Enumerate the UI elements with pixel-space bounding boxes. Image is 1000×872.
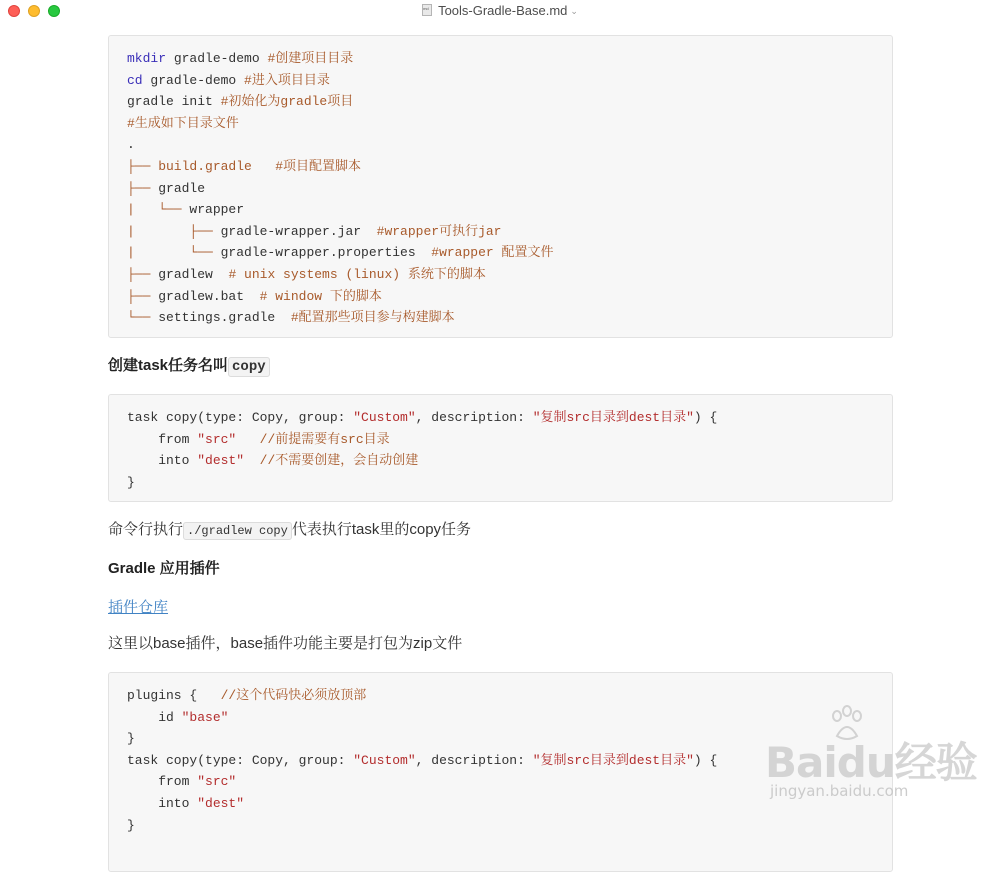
- window-title: Tools-Gradle-Base.md: [438, 3, 568, 18]
- paragraph-run-suffix: 代表执行task里的copy任务: [291, 521, 472, 538]
- code-line: [127, 242, 874, 264]
- code-token: [244, 453, 260, 468]
- plugin-repository-link[interactable]: 插件仓库: [108, 599, 169, 616]
- heading-gradle-plugin: Gradle 应用插件: [108, 560, 220, 577]
- code-token: "src": [197, 774, 237, 790]
- code-token: "复制src目录到dest目录": [532, 752, 694, 768]
- window-title-area[interactable]: [0, 3, 1000, 18]
- code-token: ) {: [693, 410, 718, 425]
- code-token: //前提需要有src目录: [259, 431, 390, 447]
- code-token: "dest": [197, 453, 245, 469]
- code-line: [127, 771, 874, 793]
- heading-create-task: [108, 353, 893, 379]
- code-line: [127, 728, 874, 750]
- code-line: [127, 70, 874, 92]
- code-line: [127, 221, 874, 243]
- title-bar: [0, 0, 1000, 22]
- code-token: [236, 432, 259, 447]
- code-token: #初始化为gradle项目: [220, 94, 354, 110]
- code-token: ├── build.gradle: [127, 158, 276, 174]
- code-token: , description:: [415, 410, 533, 425]
- code-token: , description:: [415, 752, 533, 768]
- code-token: "base": [181, 709, 229, 725]
- code-token: into: [127, 795, 198, 811]
- code-line: [127, 134, 874, 156]
- code-token: settings.gradle: [158, 310, 291, 326]
- watermark-url: jingyan.baidu.com: [770, 782, 909, 800]
- code-token: ├──: [127, 266, 159, 282]
- code-line: [127, 156, 874, 178]
- code-line: [127, 685, 874, 707]
- baidu-watermark: [765, 712, 985, 812]
- code-line: [127, 472, 874, 494]
- code-block-copy-task[interactable]: [108, 394, 893, 502]
- code-token: ├──: [127, 180, 159, 196]
- code-line: [127, 264, 874, 286]
- code-token: gradlew.bat: [158, 288, 260, 304]
- chevron-down-icon[interactable]: ⌄: [570, 6, 578, 16]
- code-token: | ├──: [127, 223, 221, 239]
- code-token: ) {: [693, 752, 718, 768]
- code-token: # unix systems (linux) 系统下的脚本: [228, 266, 486, 282]
- link-row: [108, 595, 893, 621]
- code-token: #wrapper可执行jar: [376, 223, 502, 239]
- code-token: "Custom": [353, 410, 416, 425]
- code-token: └──: [127, 310, 159, 326]
- code-line: [127, 815, 874, 837]
- markdown-document-icon: [422, 4, 432, 16]
- code-token: }: [127, 474, 135, 490]
- code-token: from: [127, 431, 198, 447]
- code-token: }: [127, 817, 135, 833]
- code-token: # window 下的脚本: [259, 288, 382, 304]
- code-token: gradle-demo: [166, 51, 268, 66]
- code-token: "Custom": [353, 752, 416, 768]
- code-token: gradlew: [158, 266, 229, 282]
- code-token: gradle-demo: [142, 72, 245, 88]
- code-line: [127, 307, 874, 329]
- paragraph-run-prefix: 命令行执行: [108, 521, 184, 538]
- code-token: }: [127, 731, 135, 747]
- code-line: [127, 178, 874, 200]
- code-block-project-structure[interactable]: [108, 35, 893, 338]
- code-token: gradle-wrapper.jar: [220, 223, 377, 239]
- code-token: mkdir: [127, 51, 167, 66]
- code-line: [127, 407, 874, 429]
- inline-code-gradlew-copy: ./gradlew copy: [183, 522, 292, 540]
- code-line: [127, 750, 874, 772]
- code-token: #生成如下目录文件: [127, 115, 239, 131]
- inline-code-copy: copy: [228, 357, 270, 377]
- code-token: task copy(type: Copy, group:: [127, 752, 354, 768]
- code-line: [127, 450, 874, 472]
- code-line: [127, 793, 874, 815]
- code-token: wrapper: [189, 202, 245, 218]
- code-token: gradle init: [127, 94, 221, 110]
- code-line: [127, 91, 874, 113]
- code-token: | └──: [127, 202, 190, 218]
- code-token: plugins {: [127, 688, 221, 703]
- code-token: "dest": [197, 795, 245, 811]
- code-token: //不需要创建，会自动创建: [259, 453, 419, 469]
- code-token: "src": [197, 431, 237, 447]
- code-line: [127, 48, 874, 70]
- code-token: #项目配置脚本: [275, 158, 362, 174]
- code-token: id: [127, 709, 182, 725]
- watermark-brand: Baidu经验: [765, 738, 977, 787]
- paragraph-run-command: [108, 517, 893, 543]
- paragraph-base-plugin: 这里以base插件，base插件功能主要是打包为zip文件: [108, 635, 463, 652]
- code-token: cd: [127, 72, 143, 88]
- code-token: #配置那些项目参与构建脚本: [290, 310, 455, 326]
- code-token: from: [127, 774, 198, 790]
- code-line: [127, 286, 874, 308]
- code-token: ├──: [127, 288, 159, 304]
- code-line: [127, 113, 874, 135]
- code-token: | └──: [127, 245, 221, 261]
- code-line: [127, 429, 874, 451]
- code-token: .: [127, 137, 135, 153]
- code-token: #进入项目目录: [244, 72, 330, 88]
- heading-create-task-text: 创建task任务名叫: [108, 357, 229, 374]
- code-token: task copy(type: Copy, group:: [127, 410, 354, 425]
- code-line: [127, 199, 874, 221]
- code-token: into: [127, 453, 198, 469]
- code-token: gradle-wrapper.properties: [220, 245, 432, 261]
- code-token: "复制src目录到dest目录": [532, 410, 694, 425]
- code-line: [127, 707, 874, 729]
- code-token: gradle: [158, 180, 206, 196]
- code-token: #wrapper 配置文件: [431, 245, 554, 261]
- code-token: //这个代码快必须放顶部: [220, 688, 367, 703]
- code-token: #创建项目目录: [267, 51, 354, 66]
